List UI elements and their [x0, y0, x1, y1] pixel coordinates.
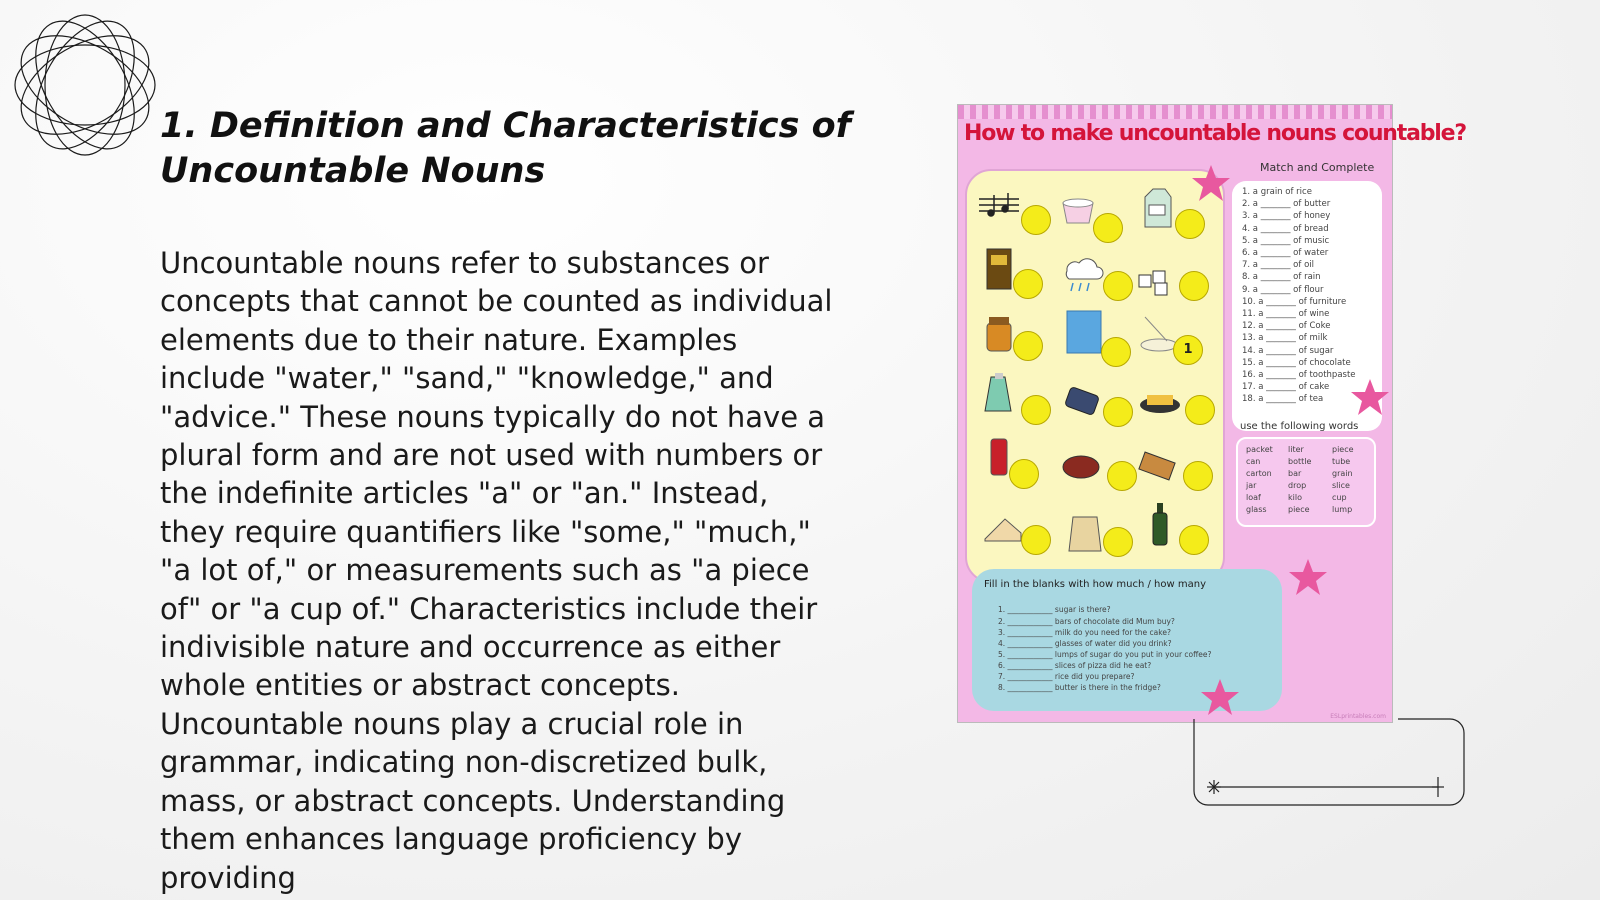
answer-dot: 1: [1173, 335, 1203, 365]
word-bank-item: cup: [1332, 493, 1347, 502]
cake-slice-icon: [981, 505, 1027, 551]
worksheet-title: How to make uncountable nouns countable?: [964, 121, 1466, 146]
answer-dot: [1013, 269, 1043, 299]
word-bank-item: grain: [1332, 469, 1353, 478]
water-glass-icon: [1061, 309, 1107, 355]
list-item: 11. a _______ of wine: [1242, 309, 1330, 319]
fill-in-line: 3. ____________ milk do you need for the cake?: [998, 628, 1171, 637]
sparkle-icon: [1207, 780, 1221, 794]
list-item: 17. a _______ of cake: [1242, 382, 1330, 393]
list-item: 14. a _______ of sugar: [1242, 345, 1334, 356]
picture-panel: [965, 169, 1225, 583]
word-bank-item: glass: [1246, 505, 1267, 514]
word-bank-item: drop: [1288, 481, 1307, 490]
flour-sack-icon: [1063, 509, 1109, 555]
word-bank-item: piece: [1288, 505, 1310, 514]
fill-in-line: 7. ____________ rice did you prepare?: [998, 672, 1135, 681]
list-item: 15. a _______ of chocolate: [1242, 357, 1351, 368]
answer-dot: [1179, 525, 1209, 555]
list-item: 5. a _______ of music: [1242, 235, 1330, 246]
answer-dot: [1175, 209, 1205, 239]
bread-icon: [1135, 443, 1181, 489]
oil-can-icon: [1059, 375, 1105, 421]
word-bank-item: carton: [1246, 469, 1272, 478]
worksheet-credit: ESLprintables.com: [1330, 713, 1386, 720]
list-item: 9. a _______ of flour: [1242, 284, 1324, 295]
fill-in-line: 2. ____________ bars of chocolate did Mum buy?: [998, 617, 1175, 626]
star-icon: [1191, 163, 1231, 203]
star-icon: [1200, 677, 1240, 717]
word-bank-item: tube: [1332, 457, 1351, 466]
sugar-cubes-icon: [1133, 253, 1179, 299]
answer-dot: [1009, 459, 1039, 489]
fill-in-line: 1. ____________ sugar is there?: [998, 605, 1111, 614]
word-bank: [1236, 437, 1376, 527]
slide-title: 1. Definition and Characteristics of Uncountable Nouns: [160, 106, 851, 191]
fill-in-title: Fill in the blanks with how much / how many: [984, 579, 1206, 590]
answer-dot: [1185, 395, 1215, 425]
list-item: 12. a _______ of Coke: [1242, 321, 1331, 332]
rain-cloud-icon: [1059, 251, 1105, 297]
word-bank-item: packet: [1246, 445, 1273, 454]
answer-dot: [1021, 205, 1051, 235]
word-bank-item: bar: [1288, 469, 1302, 478]
list-item: 3. a _______ of honey: [1242, 211, 1331, 222]
fill-in-line: 5. ____________ lumps of sugar do you put in your coffee?: [998, 650, 1212, 659]
list-item: 2. a _______ of butter: [1242, 199, 1331, 210]
word-bank-item: piece: [1332, 445, 1354, 454]
star-icon: [1350, 377, 1390, 417]
fill-in-line: 8. ____________ butter is there in the fridge?: [998, 683, 1161, 692]
answer-dot: [1103, 271, 1133, 301]
word-bank-item: bottle: [1288, 457, 1312, 466]
list-item: 18. a _______ of tea: [1242, 394, 1324, 405]
worksheet-subtitle: Match and Complete: [1260, 161, 1375, 174]
answer-dot: [1101, 337, 1131, 367]
worksheet-top-border: [958, 105, 1392, 119]
toothpaste-icon: [979, 371, 1025, 417]
answer-dot: [1179, 271, 1209, 301]
circle-flower-logo-icon: [10, 10, 160, 160]
answer-dot: [1021, 395, 1051, 425]
list-item: 6. a _______ of water: [1242, 248, 1329, 258]
chocolate-icon: [1059, 441, 1105, 487]
word-bank-item: can: [1246, 457, 1261, 466]
word-bank-item: jar: [1246, 481, 1257, 490]
answer-dot: [1021, 525, 1051, 555]
fill-in-line: 6. ____________ slices of pizza did he eat?: [998, 661, 1152, 670]
worksheet-image: [957, 104, 1466, 723]
answer-dot: [1107, 461, 1137, 491]
answer-dot: [1103, 397, 1133, 427]
list-item: 7. a _______ of oil: [1242, 260, 1314, 271]
answer-dot: [1013, 331, 1043, 361]
music-notes-icon: [975, 185, 1021, 231]
fill-in-line: 4. ____________ glasses of water did you drink?: [998, 639, 1172, 648]
word-bank-item: lump: [1332, 505, 1353, 514]
answer-dot: [1103, 527, 1133, 557]
list-item: 16. a _______ of toothpaste: [1242, 370, 1356, 380]
sparkle-icon: [1432, 777, 1444, 797]
slide-body-text: Uncountable nouns refer to substances or concepts that cannot be counted as individual elements due to their nature. Examples include "water," "sand," "knowledge," and "advice." These nouns typically do not have a plural form and are not used with numbers or the indefinite articles "a" or "an." Instead, they require quantifiers like "some," "much," "a lot of," or measurements such as "a piece of" or "a cup of." Characteristics include their indivisible nature and occurrence as either whole entities or abstract concepts. Uncountable nouns play a crucial role in grammar, indicating non-discretized bulk, mass, or abstract concepts. Understanding them enhances language proficiency by providing: [160, 246, 833, 895]
word-bank-item: liter: [1288, 445, 1304, 454]
list-item: 8. a _______ of rain: [1242, 272, 1321, 283]
answer-dot: [1093, 213, 1123, 243]
word-bank-item: loaf: [1246, 493, 1261, 502]
butter-dish-icon: [1137, 375, 1183, 421]
word-bank-item: slice: [1332, 481, 1350, 490]
words-label: use the following words: [1240, 421, 1359, 432]
list-item: 10. a _______ of furniture: [1242, 296, 1347, 307]
word-bank-item: kilo: [1288, 493, 1302, 502]
decorative-frame: [1192, 717, 1466, 807]
answer-dot: [1183, 461, 1213, 491]
list-item: 4. a _______ of bread: [1242, 223, 1329, 234]
list-item: 13. a _______ of milk: [1242, 333, 1328, 344]
star-icon: [1288, 557, 1328, 597]
list-item: 1. a grain of rice: [1242, 187, 1312, 197]
